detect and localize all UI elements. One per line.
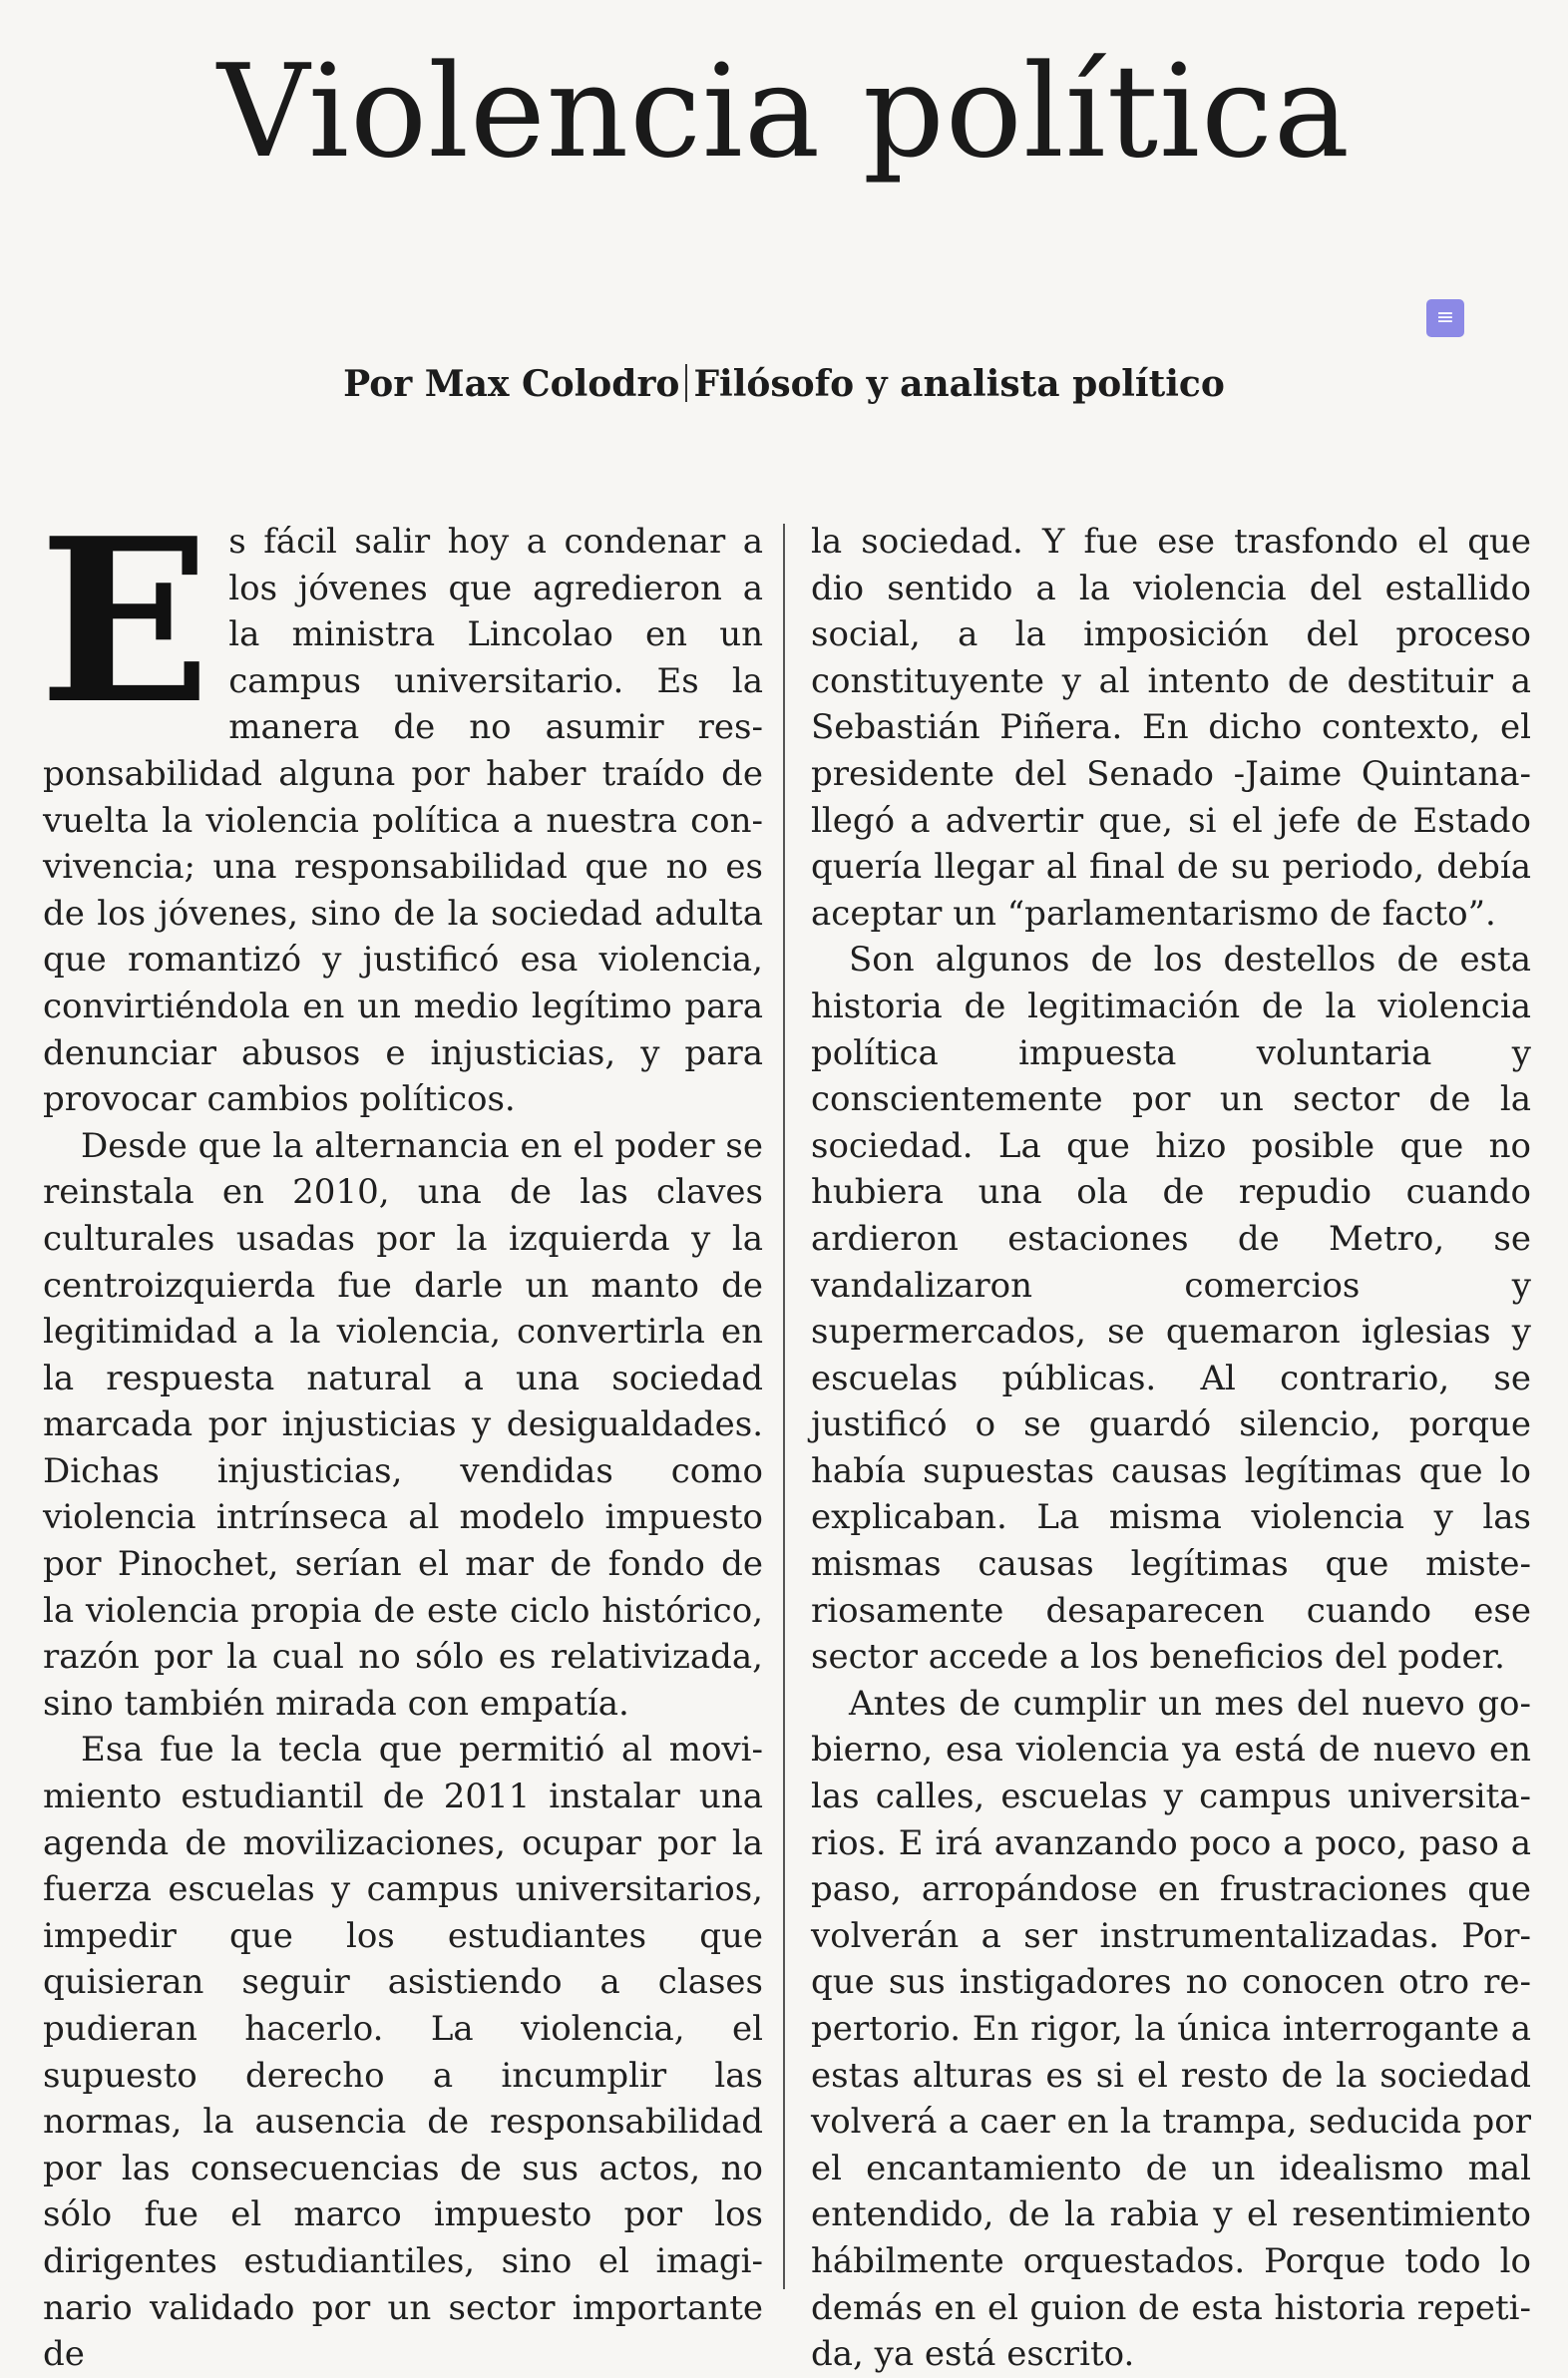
paragraph: la sociedad. Y fue ese trasfondo el que dio sentido a la violencia del estallido social, a la imposición del proceso constituyente y al intento de destituir a Sebastián Piñera. En dicho contexto, el presidente del Senado -Jaime Quintana- llegó a advertir que, si el jefe de Estado quería llegar al final de su periodo, debía aceptar un “parlamentarismo de facto”. (811, 522, 1531, 934)
paragraph: Desde que la alternancia en el poder se reinstala en 2010, una de las claves culturales usadas por la izquierda y la centroizquierda fue darle un manto de legitimidad a la violencia, convertirla en la respuesta natural a una sociedad marcada por injusticias y desigualdades. Dichas injusticias, vendidas como violencia intrínseca al modelo impuesto por Pinochet, serían el mar de fondo de la violencia propia de este ciclo histórico, razón por la cual no sólo es relativizada, sino también mirada con empatía. (43, 1125, 763, 1724)
byline (0, 359, 1568, 409)
paragraph: Esa fue la tecla que permitió al movimiento estudiantil de 2011 instalar una agenda de movilizaciones, ocupar por la fuerza escuelas y campus universitarios, impedir que los estudiantes que quisieran seguir asistiendo a clases pudieran hacerlo. La violencia, el supuesto derecho a incumplir las normas, la ausencia de responsabilidad por las consecuencias de sus actos, no sólo fue el marco impuesto por los dirigentes estudiantiles, sino el imaginario validado por un sector importante de (43, 1730, 763, 2375)
note-icon[interactable]: ≡ (1426, 299, 1464, 337)
paragraph: Antes de cumplir un mes del nuevo gobierno, esa violencia ya está de nuevo en las calles, escuelas y campus universitarios. E irá avanzando poco a poco, paso a paso, arropándose en frustraciones que volverán a ser instrumentalizadas. Porque sus instigadores no conocen otro repertorio. En rigor, la única interrogante a estas alturas es si el resto de la sociedad volverá a caer en la trampa, seducida por el encantamiento de un idealismo mal entendido, de la rabia y el resentimiento hábilmente orquestados. Porque todo lo demás en el guion de esta historia repetida, ya está escrito. (811, 1683, 1531, 2375)
column-divider (783, 524, 785, 2289)
byline-role: Filósofo y analista político (693, 363, 1225, 405)
headline: Violencia política (216, 38, 1352, 187)
paragraph: Son algunos de los destellos de esta historia de legitimación de la violencia política impuesta voluntaria y conscientemente por un sector de la sociedad. La que hizo posible que no hubiera una ola de repudio cuando ardieron estaciones de Metro, se vandalizaron comercios y supermercados, se quemaron iglesias y escuelas públicas. Al contrario, se justificó o se guardó silencio, porque había supuestas causas legítimas que lo explicaban. La misma violencia y las mismas causas legítimas que misteriosamente desaparecen cuando ese sector accede a los beneficios del poder. (811, 940, 1531, 1678)
paragraph-text: s fácil salir hoy a condenar a los jóvenes que agredieron a la ministra Lincolao en un campus universitario. Es la manera de no asumir responsabilidad alguna por haber traído de vuelta la violencia política a nuestra convivencia; una responsabilidad que no es de los jóvenes, sino de la sociedad adulta que romantizó y justificó esa violencia, convirtiéndola en un medio legítimo para denunciar abusos e injusticias, y para provocar cambios políticos. (43, 522, 763, 1120)
drop-cap: E (39, 490, 211, 754)
article-column-right (811, 519, 1531, 2375)
byline-separator (685, 364, 687, 402)
article-column-left (39, 490, 763, 2375)
paragraph (39, 490, 763, 1123)
byline-author: Por Max Colodro (343, 363, 680, 405)
